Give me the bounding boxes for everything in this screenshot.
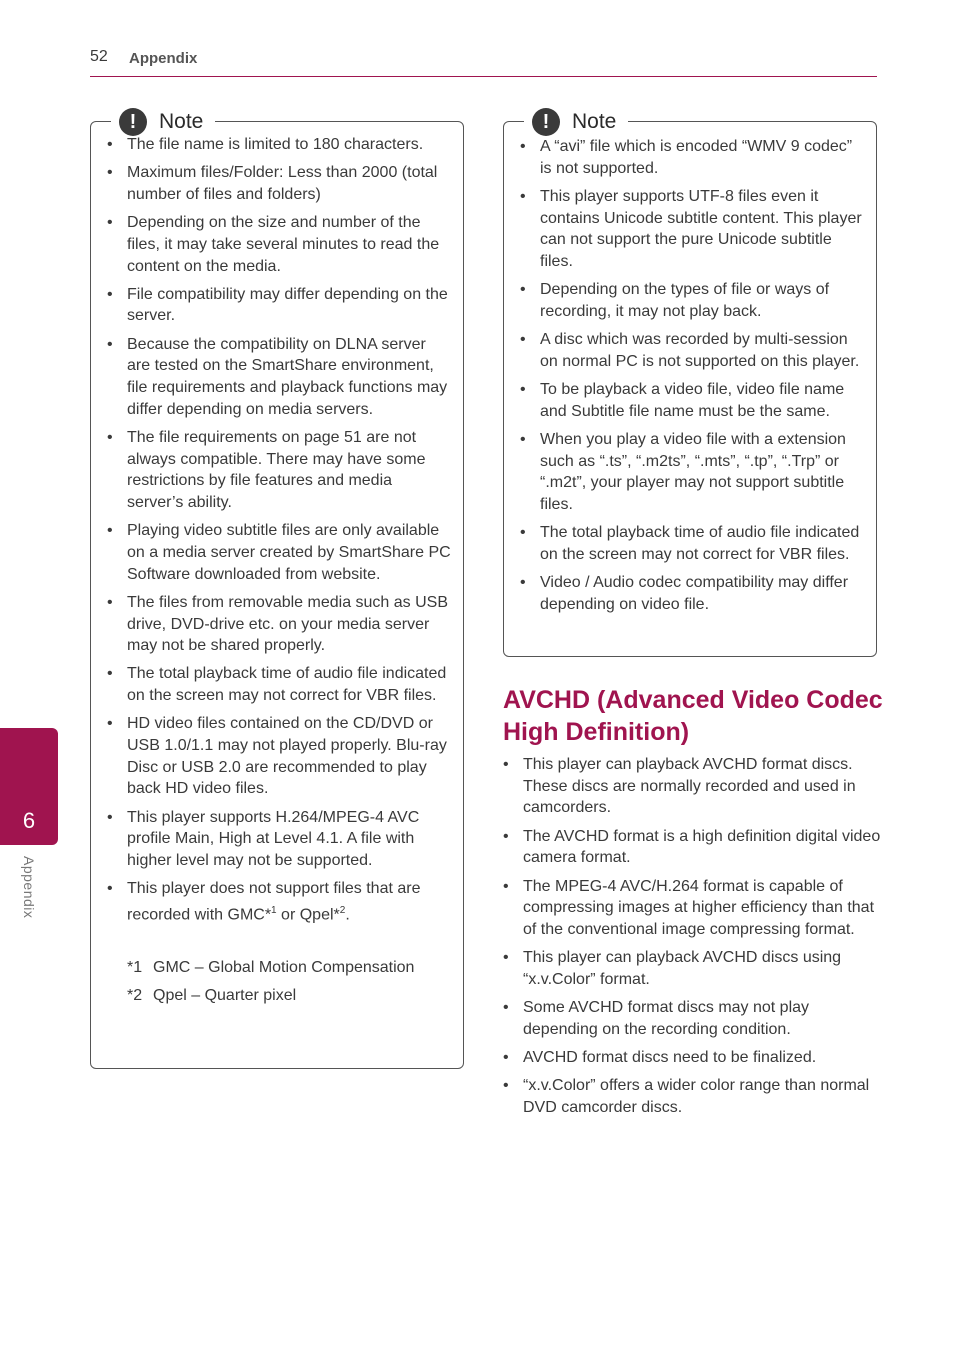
item-text: . <box>345 906 350 924</box>
chapter-tab <box>0 728 58 845</box>
list-item: • Video / Audio codec compatibility may differ depending on video file. <box>520 572 865 615</box>
list-item: • The file requirements on page 51 are not always compatible. There may have some restrictions by file features and media server’s ability. <box>107 427 452 514</box>
list-item: • Playing video subtitle files are only available on a media server created by SmartShare PC Software downloaded from website. <box>107 520 452 585</box>
note-title: Note <box>572 110 617 133</box>
list-item: • A “avi” file which is encoded “WMV 9 codec” is not supported. <box>520 136 865 179</box>
list-item <box>107 878 452 926</box>
chapter-label: Appendix <box>21 856 37 919</box>
chapter-number: 6 <box>22 808 36 833</box>
list-item: • Because the compatibility on DLNA server are tested on the SmartShare environment, file requirements and playback functions may differ depending on media servers. <box>107 334 452 421</box>
page-header <box>90 48 877 77</box>
list-item: • This player can playback AVCHD discs using “x.v.Color” format. <box>503 947 883 990</box>
footnote <box>127 985 296 1007</box>
list-item: • This player supports H.264/MPEG-4 AVC profile Main, High at Level 4.1. A file with higher level may not be supported. <box>107 807 452 872</box>
list-item: • AVCHD format discs need to be finalized. <box>503 1047 883 1069</box>
footnote <box>127 957 414 979</box>
note-list-left <box>107 134 452 933</box>
list-item: • The file name is limited to 180 characters. <box>107 134 452 156</box>
footnote-ref: 1 <box>271 905 277 916</box>
footnote-text: GMC – Global Motion Compensation <box>153 959 415 976</box>
list-item: • The total playback time of audio file indicated on the screen may not correct for VBR files. <box>107 663 452 706</box>
list-item: • The files from removable media such as USB drive, DVD-drive etc. on your media server may not be shared properly. <box>107 592 452 657</box>
section-heading: AVCHD (Advanced Video Codec High Definition) <box>503 686 883 746</box>
footnote-ref: 2 <box>339 905 346 916</box>
list-item: • A disc which was recorded by multi-session on normal PC is not supported on this player. <box>520 329 865 372</box>
exclamation-icon: ! <box>532 108 560 136</box>
list-item: • File compatibility may differ depending on the server. <box>107 284 452 327</box>
note-header <box>524 108 628 136</box>
note-list-right <box>520 136 865 622</box>
list-item: • The MPEG-4 AVC/H.264 format is capable of compressing images at higher efficiency than that of the conventional image compressing format. <box>503 876 883 941</box>
exclamation-icon: ! <box>119 108 147 136</box>
list-item: • HD video files contained on the CD/DVD or USB 1.0/1.1 may not played properly. Blu-ray Disc or USB 2.0 are recommended to play back HD video files. <box>107 713 452 800</box>
footnote-text: Qpel – Quarter pixel <box>153 987 297 1004</box>
list-item: • The AVCHD format is a high definition digital video camera format. <box>503 826 883 869</box>
list-item: • To be playback a video file, video file name and Subtitle file name must be the same. <box>520 379 865 422</box>
list-item: • Depending on the types of file or ways of recording, it may not play back. <box>520 279 865 322</box>
avchd-list <box>503 754 883 1125</box>
note-header <box>111 108 215 136</box>
item-text: This player does not support files that are recorded with GMC* <box>127 880 421 924</box>
list-item: • Some AVCHD format discs may not play depending on the recording condition. <box>503 997 883 1040</box>
list-item: • Depending on the size and number of the files, it may take several minutes to read the content on the media. <box>107 212 452 277</box>
section-name: Appendix <box>129 50 198 67</box>
list-item: • This player supports UTF-8 files even it contains Unicode subtitle content. This player can not support the pure Unicode subtitle files. <box>520 186 865 273</box>
list-item: • Maximum files/Folder: Less than 2000 (total number of files and folders) <box>107 162 452 205</box>
list-item: • The total playback time of audio file indicated on the screen may not correct for VBR files. <box>520 522 865 565</box>
item-text: or Qpel* <box>276 906 340 924</box>
list-item: • When you play a video file with a extension such as “.ts”, “.m2ts”, “.mts”, “.tp”, “.Trp” or “.m2t”, your player may not support subtitle files. <box>520 429 865 516</box>
note-title: Note <box>159 110 204 133</box>
page-number: 52 <box>90 48 108 65</box>
footnote-mark: *2 <box>127 987 143 1004</box>
list-item: • This player can playback AVCHD format discs. These discs are normally recorded and used in camcorders. <box>503 754 883 819</box>
list-item: • “x.v.Color” offers a wider color range than normal DVD camcorder discs. <box>503 1075 883 1118</box>
footnote-mark: *1 <box>127 959 143 976</box>
